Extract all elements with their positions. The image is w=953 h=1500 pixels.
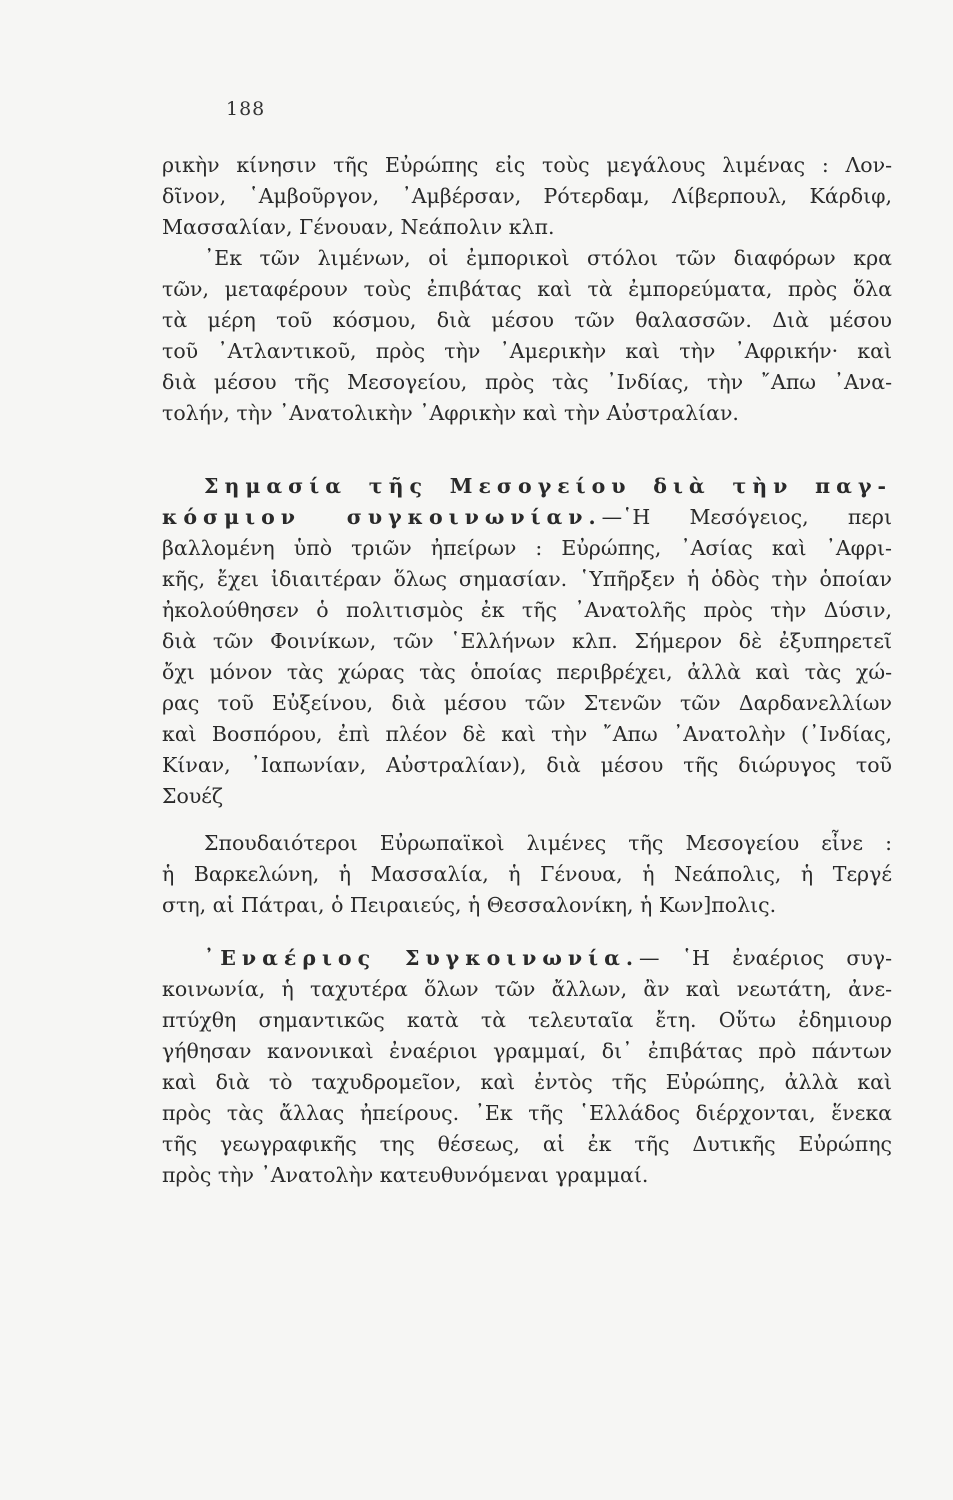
text-line: καὶ Βοσπόρου, ἐπὶ πλέον δὲ καὶ τὴν ῎Απω ᾿Ανατολὴν (᾿Ινδίας, [162,722,892,746]
text-line: στη, αἱ Πάτραι, ὁ Πειραιεύς, ἡ Θεσσαλονίκη, ἡ Κων]πολις. [162,893,777,917]
text-line: ἡ Βαρκελώνη, ἡ Μασσαλία, ἡ Γένουα, ἡ Νεάπολις, ἡ Τεργέ [162,862,892,886]
section-heading-tail: — ῾Η ἐναέριος συγ- [638,946,892,970]
section-heading-tail: —῾Η Μεσόγειος, περι [601,505,893,529]
section-heading-line [162,471,892,502]
text-line: ρας τοῦ Εὐξείνου, διὰ μέσου τῶν Στενῶν τῶν Δαρδανελλίων [162,691,892,715]
text-line: πτύχθη σημαντικῶς κατὰ τὰ τελευταῖα ἔτη. Οὕτω ἐδημιουρ [162,1008,892,1032]
text-line: διὰ τῶν Φοινίκων, τῶν ῾Ελλήνων κλπ. Σήμερον δὲ ἐξυπηρετεῖ [162,629,892,653]
text-line: τῶν, μεταφέρουν τοὺς ἐπιβάτας καὶ τὰ ἐμπορεύματα, πρὸς ὅλα [162,277,892,301]
text-line: ὄχι μόνον τὰς χώρας τὰς ὁποίας περιβρέχει, ἀλλὰ καὶ τὰς χώ- [162,660,892,684]
text-line: Μασσαλίαν, Γένουαν, Νεάπολιν κλπ. [162,215,555,239]
section-air-transport [162,943,892,1191]
text-line: καὶ διὰ τὸ ταχυδρομεῖον, καὶ ἐντὸς τῆς Εὐρώπης, ἀλλὰ καὶ [162,1070,892,1094]
text-line [162,502,892,533]
text-line: ρικὴν κίνησιν τῆς Εὐρώπης εἰς τοὺς μεγάλους λιμένας : Λον- [162,153,892,177]
text-line: πρὸς τὴν ᾿Ανατολὴν κατευθυνόμεναι γραμμαί. [162,1163,649,1187]
text-line: Σπουδαιότεροι Εὐρωπαϊκοὶ λιμένες τῆς Μεσογείου εἶνε : [204,831,892,855]
text-line: ᾿Εκ τῶν λιμένων, οἱ ἐμπορικοὶ στόλοι τῶν διαφόρων κρα [204,246,892,270]
text-line: τὰ μέρη τοῦ κόσμου, διὰ μέσου τῶν θαλασσῶν. Διὰ μέσου [162,308,892,332]
text-line: κῆς, ἔχει ἰδιαιτέραν ὅλως σημασίαν. ῾Υπῆρξεν ἡ ὁδὸς τὴν ὁποίαν [162,567,892,591]
text-line: δῖνον, ῾Αμβοῦργον, ᾿Αμβέρσαν, Ρότερδαμ, Λίβερπουλ, Κάρδιφ, [162,184,892,208]
text-line: βαλλομένη ὑπὸ τριῶν ἠπείρων : Εὐρώπης, ᾿Ασίας καὶ ᾿Αφρι- [162,536,892,560]
text-line: τῆς γεωγραφικῆς της θέσεως, αἱ ἐκ τῆς Δυτικῆς Εὐρώπης [162,1132,892,1156]
page-number: 188 [226,98,266,120]
paragraph-ports [162,150,892,429]
section-heading: Σημασία τῆς Μεσογείου διὰ τὴν παγ- [204,474,892,498]
text-line: ἠκολούθησεν ὁ πολιτισμὸς ἐκ τῆς ᾿Ανατολῆς πρὸς τὴν Δύσιν, [162,598,892,622]
section-mediterranean [162,471,892,812]
text-line: τολήν, τὴν ᾿Ανατολικὴν ᾿Αφρικὴν καὶ τὴν Αὐστραλίαν. [162,401,739,425]
text-line: τοῦ ᾿Ατλαντικοῦ, πρὸς τὴν ᾿Αμερικὴν καὶ τὴν ᾿Αφρικήν· καὶ [162,339,892,363]
section-heading-line [162,943,892,974]
text-line: Κίναν, ᾿Ιαπωνίαν, Αὐστραλίαν), διὰ μέσου τῆς διώρυγος τοῦ [162,753,892,777]
text-line: γήθησαν κανονικαὶ ἐναέριοι γραμμαί, δι᾿ ἐπιβάτας πρὸ πάντων [162,1039,892,1063]
text-line: Σουέζ [162,784,224,808]
text-line: κοινωνία, ἡ ταχυτέρα ὅλων τῶν ἄλλων, ἂν καὶ νεωτάτη, ἀνε- [162,977,892,1001]
section-heading-continued: κόσμιον συγκοινωνίαν. [162,505,602,529]
section-heading: ᾿Εναέριος Συγκοινωνία. [204,946,639,970]
text-line: διὰ μέσου τῆς Μεσογείου, πρὸς τὰς ᾿Ινδίας, τὴν ῎Απω ᾿Ανα- [162,370,892,394]
paragraph-main-ports [162,828,892,921]
text-line: πρὸς τὰς ἄλλας ἠπείρους. ᾿Εκ τῆς ῾Ελλάδος διέρχονται, ἕνεκα [162,1101,892,1125]
